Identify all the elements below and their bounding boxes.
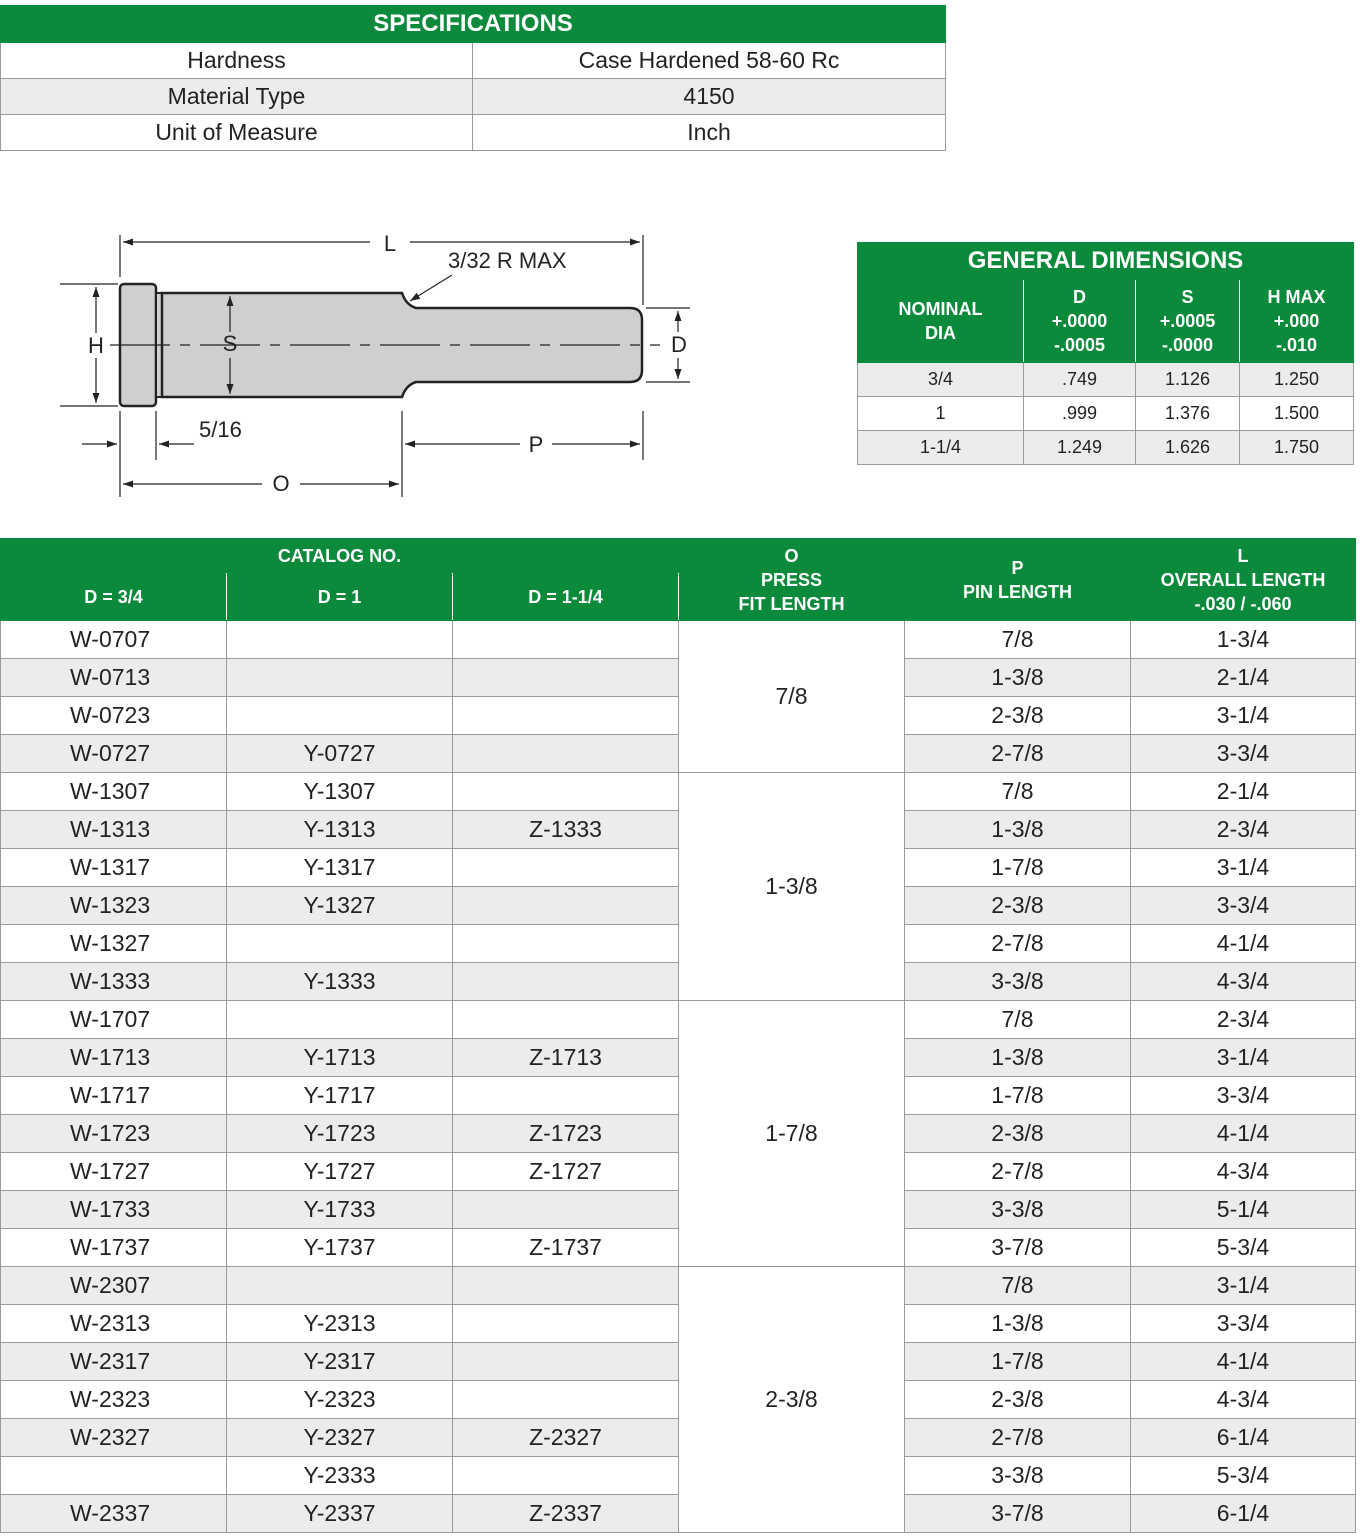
table-row [1, 621, 1356, 659]
overall-length: 3-1/4 [1131, 849, 1356, 887]
press-fit-length: 1-3/8 [679, 773, 905, 1001]
catalog-no-d1 [227, 659, 453, 697]
pin-length: 1-7/8 [905, 1343, 1131, 1381]
header-line: NOMINAL [898, 299, 983, 319]
table-row [1, 1039, 1356, 1077]
header-d-1-1-4: D = 1-1/4 [453, 573, 679, 621]
header-line: O [784, 545, 799, 566]
header-line: OVERALL LENGTH [1160, 569, 1326, 590]
spec-value: 4150 [473, 79, 946, 115]
label-head-thickness: 5/16 [199, 417, 242, 442]
pin-length: 1-3/8 [905, 1039, 1131, 1077]
cell-h: 1.750 [1240, 431, 1354, 465]
header-line: -.030 / -.060 [1194, 593, 1292, 614]
catalog-no-d1: Y-1327 [227, 887, 453, 925]
overall-length: 6-1/4 [1131, 1419, 1356, 1457]
table-row [1, 1381, 1356, 1419]
catalog-no-d1: Y-1723 [227, 1115, 453, 1153]
overall-length: 4-1/4 [1131, 925, 1356, 963]
catalog-no-d114 [453, 1001, 679, 1039]
catalog-no-d1: Y-1717 [227, 1077, 453, 1115]
table-row [1, 1343, 1356, 1381]
catalog-no-d114 [453, 1343, 679, 1381]
spec-label: Hardness [1, 43, 473, 79]
overall-length: 4-1/4 [1131, 1343, 1356, 1381]
header-nominal-dia [858, 280, 1024, 363]
header-pin-length [905, 539, 1131, 621]
catalog-no-d34: W-1707 [1, 1001, 227, 1039]
catalog-no-d114: Z-1333 [453, 811, 679, 849]
overall-length: 4-1/4 [1131, 1115, 1356, 1153]
catalog-no-d114 [453, 1457, 679, 1495]
catalog-no-d34: W-2317 [1, 1343, 227, 1381]
pin-length: 3-3/8 [905, 1191, 1131, 1229]
overall-length: 2-1/4 [1131, 659, 1356, 697]
press-fit-length: 2-3/8 [679, 1267, 905, 1533]
catalog-body [1, 621, 1356, 1533]
cell-s: 1.626 [1136, 431, 1240, 465]
table-row [1, 811, 1356, 849]
spec-value: Case Hardened 58-60 Rc [473, 43, 946, 79]
cell-s: 1.126 [1136, 363, 1240, 397]
cell-s: 1.376 [1136, 397, 1240, 431]
catalog-no-d34: W-2327 [1, 1419, 227, 1457]
header-press-fit-length [679, 539, 905, 621]
pin-body [110, 284, 660, 406]
catalog-no-d114 [453, 621, 679, 659]
table-row [1, 1305, 1356, 1343]
table-row [1, 1457, 1356, 1495]
catalog-no-d1: Y-2333 [227, 1457, 453, 1495]
catalog-no-d34: W-1323 [1, 887, 227, 925]
table-row [1, 1153, 1356, 1191]
catalog-no-d34: W-1723 [1, 1115, 227, 1153]
overall-length: 3-1/4 [1131, 1267, 1356, 1305]
pin-length: 1-3/8 [905, 659, 1131, 697]
catalog-no-d1: Y-1307 [227, 773, 453, 811]
catalog-no-d114 [453, 697, 679, 735]
table-row [1, 659, 1356, 697]
table-row [858, 397, 1354, 431]
press-fit-length: 1-7/8 [679, 1001, 905, 1267]
catalog-no-d34: W-1307 [1, 773, 227, 811]
catalog-no-d114: Z-2337 [453, 1495, 679, 1533]
label-P: P [528, 431, 544, 457]
spec-value: Inch [473, 115, 946, 151]
overall-length: 4-3/4 [1131, 963, 1356, 1001]
header-line: +.0005 [1159, 311, 1216, 331]
catalog-no-d34: W-1733 [1, 1191, 227, 1229]
table-row [1, 963, 1356, 1001]
table-row [1, 1191, 1356, 1229]
overall-length: 3-1/4 [1131, 1039, 1356, 1077]
overall-length: 5-3/4 [1131, 1229, 1356, 1267]
table-row [1, 925, 1356, 963]
catalog-no-d34: W-2323 [1, 1381, 227, 1419]
catalog-no-d1: Y-1713 [227, 1039, 453, 1077]
overall-length: 4-3/4 [1131, 1381, 1356, 1419]
header-line: PRESS [761, 569, 823, 590]
catalog-no-d1: Y-1737 [227, 1229, 453, 1267]
catalog-no-d114 [453, 963, 679, 1001]
pin-length: 2-7/8 [905, 1419, 1131, 1457]
header-line: +.0000 [1051, 311, 1108, 331]
catalog-no-d34: W-2337 [1, 1495, 227, 1533]
catalog-no-d1: Y-0727 [227, 735, 453, 773]
table-row [1, 1001, 1356, 1039]
spec-label: Unit of Measure [1, 115, 473, 151]
pin-length: 1-3/8 [905, 1305, 1131, 1343]
header-line: +.000 [1273, 311, 1320, 331]
cell-nominal: 1-1/4 [858, 431, 1024, 465]
label-D: D [671, 331, 687, 357]
catalog-no-d34: W-1737 [1, 1229, 227, 1267]
pin-length: 7/8 [905, 1267, 1131, 1305]
header-s-tolerance [1136, 280, 1240, 363]
table-row [1, 887, 1356, 925]
overall-length: 2-3/4 [1131, 811, 1356, 849]
catalog-no-d114 [453, 887, 679, 925]
catalog-no-d114 [453, 849, 679, 887]
label-S: S [222, 330, 238, 356]
specifications-title: SPECIFICATIONS [1, 6, 946, 43]
pin-length: 2-3/8 [905, 697, 1131, 735]
header-line: -.010 [1276, 335, 1318, 355]
table-row [1, 1495, 1356, 1533]
pin-length: 7/8 [905, 621, 1131, 659]
header-line: L [1237, 545, 1249, 566]
catalog-no-d1 [227, 621, 453, 659]
header-line: PIN LENGTH [963, 581, 1073, 602]
header-line: FIT LENGTH [738, 593, 845, 614]
cell-h: 1.500 [1240, 397, 1354, 431]
catalog-no-d34: W-0723 [1, 697, 227, 735]
cell-d: 1.249 [1024, 431, 1136, 465]
table-row [1, 735, 1356, 773]
spec-label: Material Type [1, 79, 473, 115]
header-catalog-no: CATALOG NO. [1, 539, 679, 573]
table-row [1, 1419, 1356, 1457]
pin-length: 2-7/8 [905, 735, 1131, 773]
catalog-no-d34: W-2313 [1, 1305, 227, 1343]
catalog-no-d114: Z-2327 [453, 1419, 679, 1457]
pin-length: 3-3/8 [905, 963, 1131, 1001]
catalog-no-d34 [1, 1457, 227, 1495]
overall-length: 2-3/4 [1131, 1001, 1356, 1039]
catalog-no-d1: Y-1317 [227, 849, 453, 887]
header-line: P [1011, 557, 1024, 578]
catalog-no-d114 [453, 1267, 679, 1305]
pin-length: 2-3/8 [905, 1115, 1131, 1153]
table-row [1, 1229, 1356, 1267]
pin-length: 1-7/8 [905, 849, 1131, 887]
catalog-table [0, 538, 1356, 1533]
pin-length: 3-3/8 [905, 1457, 1131, 1495]
label-O: O [272, 470, 290, 496]
catalog-no-d114 [453, 925, 679, 963]
header-overall-length [1131, 539, 1356, 621]
catalog-no-d114: Z-1713 [453, 1039, 679, 1077]
catalog-no-d34: W-1333 [1, 963, 227, 1001]
catalog-no-d34: W-1713 [1, 1039, 227, 1077]
pin-length: 1-3/8 [905, 811, 1131, 849]
catalog-no-d1: Y-1733 [227, 1191, 453, 1229]
catalog-no-d34: W-1327 [1, 925, 227, 963]
overall-length: 5-3/4 [1131, 1457, 1356, 1495]
general-dimensions-title: GENERAL DIMENSIONS [858, 243, 1354, 280]
overall-length: 3-3/4 [1131, 1077, 1356, 1115]
catalog-no-d1: Y-2337 [227, 1495, 453, 1533]
header-line: -.0005 [1053, 335, 1106, 355]
catalog-no-d1 [227, 697, 453, 735]
cell-nominal: 1 [858, 397, 1024, 431]
pin-length: 2-7/8 [905, 1153, 1131, 1191]
header-line: H MAX [1267, 287, 1326, 307]
general-dimensions-table [857, 242, 1354, 465]
catalog-no-d1 [227, 1001, 453, 1039]
header-line: S [1181, 287, 1194, 307]
table-row [1, 1077, 1356, 1115]
catalog-no-d34: W-1727 [1, 1153, 227, 1191]
header-d-3-4: D = 3/4 [1, 573, 227, 621]
catalog-no-d1 [227, 925, 453, 963]
table-row [1, 849, 1356, 887]
catalog-no-d34: W-2307 [1, 1267, 227, 1305]
catalog-no-d34: W-1717 [1, 1077, 227, 1115]
cell-d: .749 [1024, 363, 1136, 397]
catalog-no-d34: W-1317 [1, 849, 227, 887]
table-row [1, 697, 1356, 735]
catalog-no-d114 [453, 1191, 679, 1229]
table-row [1, 1115, 1356, 1153]
pin-length: 1-7/8 [905, 1077, 1131, 1115]
catalog-no-d1: Y-1313 [227, 811, 453, 849]
pin-length: 3-7/8 [905, 1229, 1131, 1267]
pin-length: 2-7/8 [905, 925, 1131, 963]
catalog-no-d1 [227, 1267, 453, 1305]
overall-length: 3-3/4 [1131, 735, 1356, 773]
catalog-no-d1: Y-2317 [227, 1343, 453, 1381]
table-row [858, 431, 1354, 465]
label-L: L [383, 230, 397, 256]
overall-length: 3-3/4 [1131, 1305, 1356, 1343]
pin-length: 3-7/8 [905, 1495, 1131, 1533]
cell-h: 1.250 [1240, 363, 1354, 397]
header-line: DIA [925, 323, 956, 343]
pin-length: 7/8 [905, 1001, 1131, 1039]
overall-length: 3-1/4 [1131, 697, 1356, 735]
catalog-no-d114 [453, 1077, 679, 1115]
cell-d: .999 [1024, 397, 1136, 431]
catalog-no-d1: Y-2313 [227, 1305, 453, 1343]
specifications-table [0, 5, 946, 151]
overall-length: 6-1/4 [1131, 1495, 1356, 1533]
table-row [1, 773, 1356, 811]
catalog-no-d114: Z-1727 [453, 1153, 679, 1191]
catalog-no-d34: W-0713 [1, 659, 227, 697]
catalog-no-d1: Y-1727 [227, 1153, 453, 1191]
catalog-no-d114 [453, 659, 679, 697]
press-fit-length: 7/8 [679, 621, 905, 773]
table-row [1, 1267, 1356, 1305]
catalog-no-d114: Z-1737 [453, 1229, 679, 1267]
overall-length: 4-3/4 [1131, 1153, 1356, 1191]
overall-length: 1-3/4 [1131, 621, 1356, 659]
catalog-no-d114 [453, 773, 679, 811]
pin-length: 2-3/8 [905, 1381, 1131, 1419]
catalog-no-d1: Y-2327 [227, 1419, 453, 1457]
catalog-no-d1: Y-2323 [227, 1381, 453, 1419]
label-radius: 3/32 R MAX [448, 248, 567, 273]
pin-length: 2-3/8 [905, 887, 1131, 925]
catalog-no-d34: W-1313 [1, 811, 227, 849]
label-H: H [88, 332, 104, 358]
pin-drawing [0, 215, 720, 515]
header-line: D [1073, 287, 1086, 307]
catalog-no-d34: W-0727 [1, 735, 227, 773]
header-h-max [1240, 280, 1354, 363]
overall-length: 5-1/4 [1131, 1191, 1356, 1229]
catalog-no-d1: Y-1333 [227, 963, 453, 1001]
cell-nominal: 3/4 [858, 363, 1024, 397]
catalog-no-d114: Z-1723 [453, 1115, 679, 1153]
pin-length: 7/8 [905, 773, 1131, 811]
table-row [858, 363, 1354, 397]
header-line: -.0000 [1161, 335, 1214, 355]
header-d-tolerance [1024, 280, 1136, 363]
overall-length: 2-1/4 [1131, 773, 1356, 811]
catalog-no-d114 [453, 1305, 679, 1343]
header-d-1: D = 1 [227, 573, 453, 621]
catalog-no-d114 [453, 1381, 679, 1419]
catalog-no-d114 [453, 735, 679, 773]
overall-length: 3-3/4 [1131, 887, 1356, 925]
catalog-no-d34: W-0707 [1, 621, 227, 659]
